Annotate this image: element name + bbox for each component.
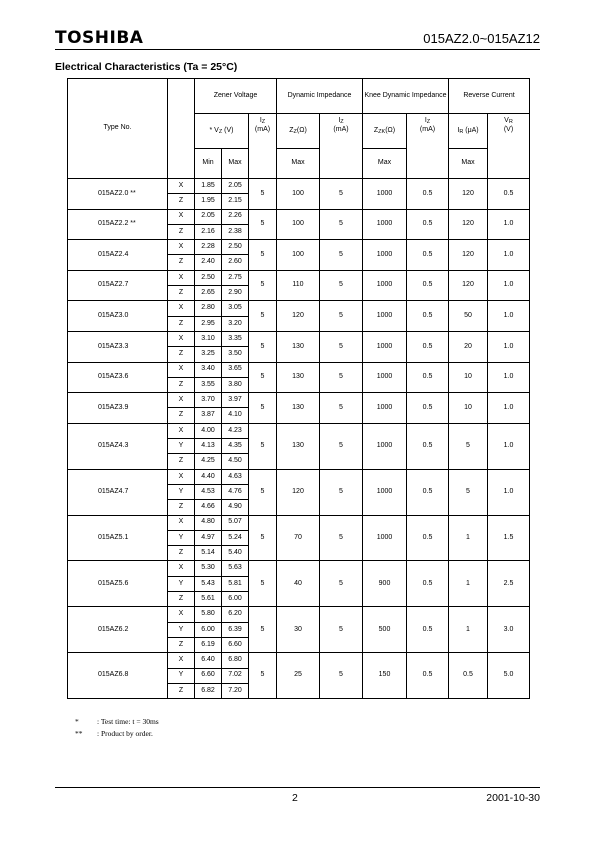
- vr-cell: 1.0: [488, 469, 530, 515]
- zz-max-cell: 70: [277, 515, 320, 561]
- zzk-max-cell: 1000: [363, 240, 407, 271]
- vz-max-cell: 4.50: [222, 454, 249, 469]
- ir-max-cell: 50: [449, 301, 488, 332]
- vz-max-cell: 5.81: [222, 576, 249, 591]
- iz-knee-cell: 0.5: [407, 179, 449, 210]
- vz-max-cell: 4.63: [222, 469, 249, 484]
- table-row: [68, 240, 530, 255]
- vr-cell: 1.0: [488, 301, 530, 332]
- footnotes: [75, 716, 159, 740]
- vz-min-cell: 4.25: [195, 454, 222, 469]
- vr-cell: 2.5: [488, 561, 530, 607]
- zz-max-cell: 100: [277, 179, 320, 210]
- zzk-max-cell: 1000: [363, 362, 407, 393]
- vr-cell: 1.0: [488, 209, 530, 240]
- vz-min-cell: 4.53: [195, 484, 222, 499]
- vz-min-cell: 1.85: [195, 179, 222, 194]
- vz-max-cell: 2.26: [222, 209, 249, 224]
- vz-min-cell: 5.30: [195, 561, 222, 576]
- vz-min-cell: 6.82: [195, 683, 222, 698]
- footnote: * : Test time: t = 30ms: [75, 717, 159, 726]
- vz-min-cell: 2.95: [195, 316, 222, 331]
- ir-max-cell: 1: [449, 561, 488, 607]
- table-row: [68, 561, 530, 576]
- table-row: [68, 393, 530, 408]
- vz-max-cell: 6.60: [222, 637, 249, 652]
- vz-max-cell: 3.97: [222, 393, 249, 408]
- zz-max-cell: 100: [277, 240, 320, 271]
- header-iz-knee: $I_Z$ (mA): [407, 114, 449, 179]
- zz-max-cell: 130: [277, 362, 320, 393]
- iz-dynamic-cell: 5: [320, 653, 363, 699]
- grade-cell: X: [168, 362, 195, 377]
- zz-max-cell: 130: [277, 393, 320, 424]
- vz-min-cell: 4.97: [195, 530, 222, 545]
- header-type-no: Type No.: [68, 79, 168, 179]
- table-row: [68, 179, 530, 194]
- vz-max-cell: 5.40: [222, 546, 249, 561]
- vz-min-cell: 6.00: [195, 622, 222, 637]
- grade-cell: X: [168, 209, 195, 224]
- iz-dynamic-cell: 5: [320, 423, 363, 469]
- header-iz: $I_Z$ (mA): [249, 114, 277, 179]
- iz-cell: 5: [249, 209, 277, 240]
- zz-max-cell: 120: [277, 301, 320, 332]
- brand-logo: TOSHIBA: [55, 28, 144, 48]
- iz-cell: 5: [249, 331, 277, 362]
- vz-max-cell: 4.76: [222, 484, 249, 499]
- grade-cell: Y: [168, 484, 195, 499]
- iz-cell: 5: [249, 240, 277, 271]
- ir-max-cell: 5: [449, 469, 488, 515]
- ir-max-cell: 0.5: [449, 653, 488, 699]
- header-rule: [55, 49, 540, 50]
- vz-max-cell: 2.75: [222, 270, 249, 285]
- electrical-characteristics-table: [67, 78, 530, 699]
- vz-min-cell: 6.19: [195, 637, 222, 652]
- iz-knee-cell: 0.5: [407, 561, 449, 607]
- vz-min-cell: 1.95: [195, 194, 222, 209]
- ir-max-cell: 120: [449, 270, 488, 301]
- vr-cell: 1.0: [488, 423, 530, 469]
- vz-max-cell: 6.39: [222, 622, 249, 637]
- iz-cell: 5: [249, 362, 277, 393]
- vz-min-cell: 4.80: [195, 515, 222, 530]
- ir-max-cell: 20: [449, 331, 488, 362]
- vz-min-cell: 4.00: [195, 423, 222, 438]
- iz-cell: 5: [249, 653, 277, 699]
- iz-dynamic-cell: 5: [320, 362, 363, 393]
- vr-cell: 5.0: [488, 653, 530, 699]
- header-zz-max: Max: [277, 149, 320, 179]
- iz-dynamic-cell: 5: [320, 469, 363, 515]
- vz-min-cell: 6.60: [195, 668, 222, 683]
- zz-max-cell: 30: [277, 607, 320, 653]
- iz-knee-cell: 0.5: [407, 607, 449, 653]
- grade-cell: Z: [168, 592, 195, 607]
- vz-min-cell: 2.40: [195, 255, 222, 270]
- zzk-max-cell: 1000: [363, 301, 407, 332]
- vz-max-cell: 7.02: [222, 668, 249, 683]
- type-no-cell: 015AZ5.1: [68, 515, 168, 561]
- grade-cell: Z: [168, 408, 195, 423]
- header-ir: $I_R$ (μA): [449, 114, 488, 149]
- iz-knee-cell: 0.5: [407, 469, 449, 515]
- footnote: ** : Product by order.: [75, 729, 153, 738]
- grade-cell: Y: [168, 668, 195, 683]
- grade-cell: X: [168, 607, 195, 622]
- vz-max-cell: 3.05: [222, 301, 249, 316]
- type-no-cell: 015AZ3.3: [68, 331, 168, 362]
- vz-max-cell: 3.65: [222, 362, 249, 377]
- type-no-cell: 015AZ6.2: [68, 607, 168, 653]
- iz-knee-cell: 0.5: [407, 515, 449, 561]
- header-dynamic-impedance: Dynamic Impedance: [277, 79, 363, 114]
- grade-cell: X: [168, 240, 195, 255]
- grade-cell: X: [168, 515, 195, 530]
- table-row: [68, 469, 530, 484]
- vz-min-cell: 2.80: [195, 301, 222, 316]
- zzk-max-cell: 150: [363, 653, 407, 699]
- type-no-cell: 015AZ2.0 **: [68, 179, 168, 210]
- iz-knee-cell: 0.5: [407, 653, 449, 699]
- zzk-max-cell: 1000: [363, 331, 407, 362]
- vr-cell: 1.0: [488, 240, 530, 271]
- vz-min-cell: 2.50: [195, 270, 222, 285]
- grade-cell: Z: [168, 194, 195, 209]
- vz-min-cell: 3.25: [195, 347, 222, 362]
- iz-knee-cell: 0.5: [407, 301, 449, 332]
- table-row: [68, 270, 530, 285]
- vz-min-cell: 5.80: [195, 607, 222, 622]
- vz-min-cell: 3.10: [195, 331, 222, 346]
- type-no-cell: 015AZ2.4: [68, 240, 168, 271]
- vr-cell: 3.0: [488, 607, 530, 653]
- header-vz: * $V_Z$ (V): [195, 114, 249, 149]
- grade-cell: X: [168, 270, 195, 285]
- vz-max-cell: 2.15: [222, 194, 249, 209]
- grade-cell: Y: [168, 439, 195, 454]
- vz-max-cell: 3.80: [222, 377, 249, 392]
- table-row: [68, 362, 530, 377]
- iz-cell: 5: [249, 469, 277, 515]
- grade-cell: Z: [168, 347, 195, 362]
- vz-max-cell: 4.90: [222, 500, 249, 515]
- vz-max-cell: 5.24: [222, 530, 249, 545]
- part-number-range: 015AZ2.0~015AZ12: [423, 31, 540, 46]
- iz-dynamic-cell: 5: [320, 607, 363, 653]
- footer-rule: [55, 787, 540, 788]
- header-ir-max: Max: [449, 149, 488, 179]
- iz-cell: 5: [249, 393, 277, 424]
- zzk-max-cell: 1000: [363, 423, 407, 469]
- zz-max-cell: 25: [277, 653, 320, 699]
- iz-dynamic-cell: 5: [320, 331, 363, 362]
- type-no-cell: 015AZ3.0: [68, 301, 168, 332]
- grade-cell: Y: [168, 530, 195, 545]
- vz-max-cell: 3.50: [222, 347, 249, 362]
- iz-dynamic-cell: 5: [320, 270, 363, 301]
- ir-max-cell: 120: [449, 209, 488, 240]
- ir-max-cell: 10: [449, 362, 488, 393]
- ir-max-cell: 5: [449, 423, 488, 469]
- header-iz-dynamic: $I_Z$ (mA): [320, 114, 363, 179]
- iz-dynamic-cell: 5: [320, 515, 363, 561]
- header-vz-max: Max: [222, 149, 249, 179]
- vr-cell: 1.0: [488, 270, 530, 301]
- grade-cell: Z: [168, 224, 195, 239]
- table-row: [68, 423, 530, 438]
- vz-min-cell: 3.87: [195, 408, 222, 423]
- grade-cell: Z: [168, 546, 195, 561]
- zzk-max-cell: 1000: [363, 515, 407, 561]
- iz-dynamic-cell: 5: [320, 301, 363, 332]
- vz-max-cell: 2.05: [222, 179, 249, 194]
- header-zener-voltage: Zener Voltage: [195, 79, 277, 114]
- zz-max-cell: 40: [277, 561, 320, 607]
- vr-cell: 0.5: [488, 179, 530, 210]
- grade-cell: X: [168, 469, 195, 484]
- vz-max-cell: 4.10: [222, 408, 249, 423]
- iz-knee-cell: 0.5: [407, 240, 449, 271]
- ir-max-cell: 10: [449, 393, 488, 424]
- zzk-max-cell: 500: [363, 607, 407, 653]
- grade-cell: Z: [168, 377, 195, 392]
- type-no-cell: 015AZ6.8: [68, 653, 168, 699]
- type-no-cell: 015AZ2.7: [68, 270, 168, 301]
- grade-cell: Z: [168, 683, 195, 698]
- grade-cell: Z: [168, 454, 195, 469]
- iz-knee-cell: 0.5: [407, 393, 449, 424]
- vz-max-cell: 2.60: [222, 255, 249, 270]
- grade-cell: Z: [168, 637, 195, 652]
- vz-min-cell: 4.40: [195, 469, 222, 484]
- table-row: [68, 515, 530, 530]
- grade-cell: X: [168, 179, 195, 194]
- zz-max-cell: 130: [277, 331, 320, 362]
- zzk-max-cell: 1000: [363, 270, 407, 301]
- iz-cell: 5: [249, 515, 277, 561]
- zz-max-cell: 100: [277, 209, 320, 240]
- vr-cell: 1.0: [488, 362, 530, 393]
- ir-max-cell: 1: [449, 607, 488, 653]
- grade-cell: X: [168, 331, 195, 346]
- vz-max-cell: 5.63: [222, 561, 249, 576]
- type-no-cell: 015AZ4.3: [68, 423, 168, 469]
- vz-min-cell: 5.61: [195, 592, 222, 607]
- vz-max-cell: 3.35: [222, 331, 249, 346]
- vz-max-cell: 3.20: [222, 316, 249, 331]
- table-row: [68, 607, 530, 622]
- header-zz: $Z_Z(\Omega)$: [277, 114, 320, 149]
- table-row: [68, 301, 530, 316]
- vz-min-cell: 5.14: [195, 546, 222, 561]
- section-title: Electrical Characteristics (Ta = 25°C): [55, 61, 238, 73]
- zzk-max-cell: 1000: [363, 179, 407, 210]
- vz-max-cell: 6.80: [222, 653, 249, 668]
- iz-knee-cell: 0.5: [407, 270, 449, 301]
- grade-cell: X: [168, 561, 195, 576]
- grade-cell: Z: [168, 316, 195, 331]
- zz-max-cell: 130: [277, 423, 320, 469]
- page-number: 2: [292, 792, 298, 804]
- iz-knee-cell: 0.5: [407, 423, 449, 469]
- vz-max-cell: 7.20: [222, 683, 249, 698]
- iz-cell: 5: [249, 270, 277, 301]
- iz-dynamic-cell: 5: [320, 561, 363, 607]
- type-no-cell: 015AZ5.6: [68, 561, 168, 607]
- table-row: [68, 653, 530, 668]
- vz-min-cell: 3.70: [195, 393, 222, 408]
- ir-max-cell: 1: [449, 515, 488, 561]
- grade-cell: Y: [168, 576, 195, 591]
- grade-cell: Z: [168, 500, 195, 515]
- vz-max-cell: 6.20: [222, 607, 249, 622]
- header-grade: [168, 79, 195, 179]
- zz-max-cell: 110: [277, 270, 320, 301]
- grade-cell: X: [168, 653, 195, 668]
- iz-dynamic-cell: 5: [320, 393, 363, 424]
- vz-min-cell: 4.13: [195, 439, 222, 454]
- zzk-max-cell: 1000: [363, 209, 407, 240]
- vz-max-cell: 2.90: [222, 286, 249, 301]
- vz-min-cell: 2.16: [195, 224, 222, 239]
- type-no-cell: 015AZ2.2 **: [68, 209, 168, 240]
- vz-min-cell: 3.55: [195, 377, 222, 392]
- type-no-cell: 015AZ3.6: [68, 362, 168, 393]
- ir-max-cell: 120: [449, 240, 488, 271]
- vz-min-cell: 3.40: [195, 362, 222, 377]
- iz-cell: 5: [249, 179, 277, 210]
- grade-cell: X: [168, 393, 195, 408]
- vz-max-cell: 2.50: [222, 240, 249, 255]
- vz-max-cell: 2.38: [222, 224, 249, 239]
- header-vz-min: Min: [195, 149, 222, 179]
- grade-cell: X: [168, 423, 195, 438]
- header-zzk-max: Max: [363, 149, 407, 179]
- vz-min-cell: 4.66: [195, 500, 222, 515]
- zz-max-cell: 120: [277, 469, 320, 515]
- iz-dynamic-cell: 5: [320, 179, 363, 210]
- header-vr: $V_R$ (V): [488, 114, 530, 179]
- iz-cell: 5: [249, 301, 277, 332]
- vz-max-cell: 5.07: [222, 515, 249, 530]
- grade-cell: Z: [168, 286, 195, 301]
- table-row: [68, 331, 530, 346]
- table-row: [68, 209, 530, 224]
- zzk-max-cell: 900: [363, 561, 407, 607]
- iz-cell: 5: [249, 423, 277, 469]
- vz-max-cell: 4.23: [222, 423, 249, 438]
- grade-cell: X: [168, 301, 195, 316]
- iz-dynamic-cell: 5: [320, 240, 363, 271]
- header-knee-dynamic-impedance: Knee Dynamic Impedance: [363, 79, 449, 114]
- grade-cell: Z: [168, 255, 195, 270]
- vr-cell: 1.5: [488, 515, 530, 561]
- iz-cell: 5: [249, 561, 277, 607]
- vz-min-cell: 6.40: [195, 653, 222, 668]
- iz-cell: 5: [249, 607, 277, 653]
- zzk-max-cell: 1000: [363, 393, 407, 424]
- vz-max-cell: 6.00: [222, 592, 249, 607]
- iz-dynamic-cell: 5: [320, 209, 363, 240]
- iz-knee-cell: 0.5: [407, 209, 449, 240]
- vz-min-cell: 2.65: [195, 286, 222, 301]
- vr-cell: 1.0: [488, 331, 530, 362]
- vz-max-cell: 4.35: [222, 439, 249, 454]
- ir-max-cell: 120: [449, 179, 488, 210]
- vz-min-cell: 2.28: [195, 240, 222, 255]
- header-reverse-current: Reverse Current: [449, 79, 530, 114]
- zzk-max-cell: 1000: [363, 469, 407, 515]
- grade-cell: Y: [168, 622, 195, 637]
- iz-knee-cell: 0.5: [407, 331, 449, 362]
- iz-knee-cell: 0.5: [407, 362, 449, 393]
- type-no-cell: 015AZ4.7: [68, 469, 168, 515]
- vr-cell: 1.0: [488, 393, 530, 424]
- vz-min-cell: 5.43: [195, 576, 222, 591]
- revision-date: 2001-10-30: [486, 792, 540, 804]
- vz-min-cell: 2.05: [195, 209, 222, 224]
- header-zzk: $Z_{ZK}(\Omega)$: [363, 114, 407, 149]
- type-no-cell: 015AZ3.9: [68, 393, 168, 424]
